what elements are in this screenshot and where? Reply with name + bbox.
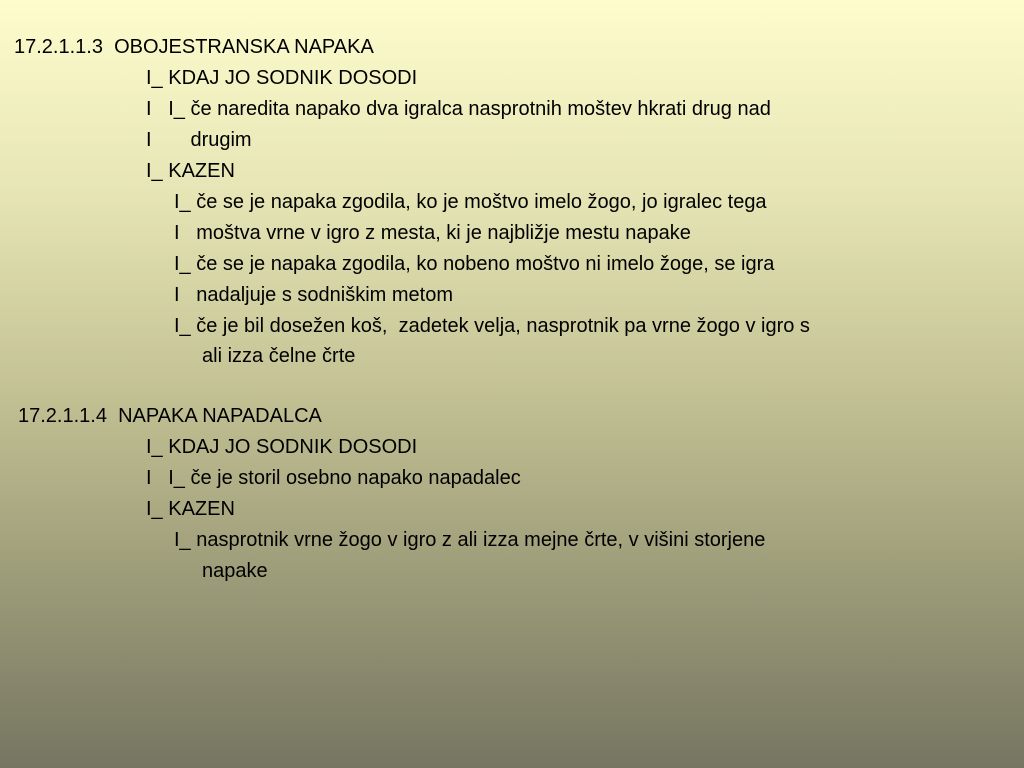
section1-penalty-item: I_ če se je napaka zgodila, ko nobeno moštvo ni imelo žoge, se igra — [174, 253, 775, 275]
section2-when-heading: I_ KDAJ JO SODNIK DOSODI — [146, 436, 418, 458]
section2-when-item: I I_ če je storil osebno napako napadalec — [146, 467, 521, 489]
section1-penalty-heading: I_ KAZEN — [146, 160, 235, 182]
section2-penalty-heading: I_ KAZEN — [146, 498, 235, 520]
section1-penalty-item: I_ če se je napaka zgodila, ko je moštvo imelo žogo, jo igralec tega — [174, 191, 767, 213]
section2-penalty-item-cont: napake — [202, 560, 268, 582]
section1-heading: 17.2.1.1.3 OBOJESTRANSKA NAPAKA — [14, 36, 374, 58]
section1-when-item-cont: I drugim — [146, 129, 252, 151]
section1-penalty-item-cont: ali izza čelne črte — [202, 345, 356, 367]
section1-penalty-item-cont: I moštva vrne v igro z mesta, ki je najbližje mestu napake — [174, 222, 691, 244]
section1-penalty-item-cont: I nadaljuje s sodniškim metom — [174, 284, 454, 306]
section1-when-heading: I_ KDAJ JO SODNIK DOSODI — [146, 67, 418, 89]
section1-penalty-item: I_ če je bil dosežen koš, zadetek velja, nasprotnik pa vrne žogo v igro s — [174, 315, 810, 337]
section1-when-item: I I_ če naredita napako dva igralca nasprotnih moštev hkrati drug nad — [146, 98, 771, 120]
section2-heading: 17.2.1.1.4 NAPAKA NAPADALCA — [18, 405, 322, 427]
section2-penalty-item: I_ nasprotnik vrne žogo v igro z ali izza mejne črte, v višini storjene — [174, 529, 766, 551]
